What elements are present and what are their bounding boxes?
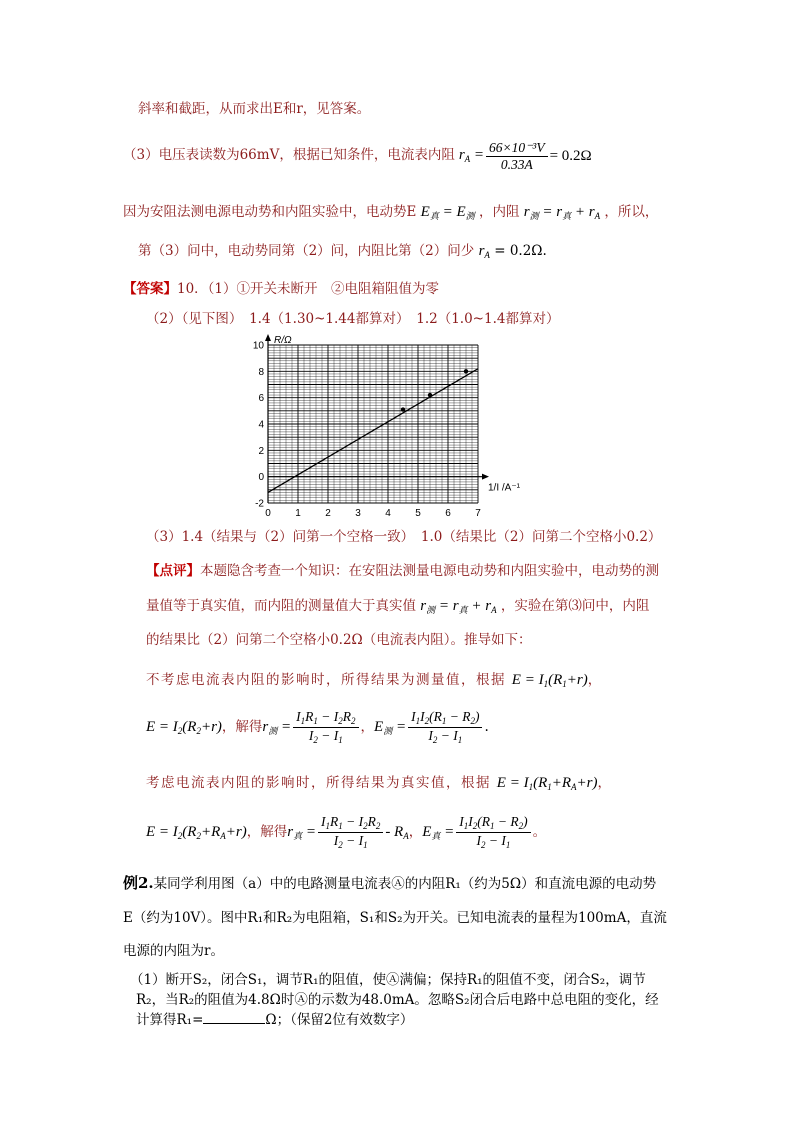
comment-line-3: 的结果比（2）问第二个空格小0.2Ω（电流表内阻）。推导如下：	[146, 632, 532, 648]
example-line-6	[136, 1014, 413, 1028]
line-2-result: = 0.2Ω	[549, 147, 592, 164]
comment-line-2: 量值等于真实值，而内阻的测量值大于真实值 $r_测 = r_真 + r_A$ ，实验在第⑶问中，内阻	[146, 598, 650, 615]
x-tick-label: 7	[475, 508, 481, 519]
data-point	[428, 393, 432, 397]
data-point	[401, 407, 405, 411]
line-2-text: （3）电压表读数为66mV，根据已知条件，电流表内阻	[123, 147, 455, 164]
example-line-3: 电源的内阻为r。	[123, 943, 224, 959]
answer-blank[interactable]	[203, 1022, 265, 1024]
answer-line-2: （2）（见下图） 1.4（1.30~1.44都算对） 1.2（1.0~1.4都算对）	[146, 311, 560, 327]
y-tick-label: -2	[255, 498, 264, 510]
data-point	[464, 369, 468, 373]
example-label: 例2.	[123, 874, 154, 892]
x-tick-label: 5	[415, 508, 421, 519]
x-axis-arrow	[482, 474, 489, 480]
y-tick-label: 2	[258, 445, 264, 457]
comment-2-post: ，实验在第⑶问中，内阻	[500, 598, 650, 614]
fraction-denominator: 0.33A	[500, 156, 533, 172]
derivation-2-mid: ，解得	[221, 718, 263, 735]
answer-tag: 【答案】	[123, 281, 177, 297]
comment-1: 本题隐含考查一个知识：在安阻法测量电源电动势和内阻实验中，电动势的测	[200, 563, 659, 579]
answer-line-1	[123, 283, 439, 297]
line-3-pre: 因为安阻法测电源电动势和内阻实验中，电动势E	[123, 204, 417, 220]
example-line-1	[123, 876, 656, 892]
x-tick-label: 1	[295, 508, 301, 519]
line-1: 斜率和截距，从而求出E和r，见答案。	[138, 101, 371, 117]
line-3-post: ，所以，	[604, 204, 659, 220]
y-axis-arrow	[265, 334, 271, 341]
y-tick-label: 0	[258, 472, 264, 484]
derivation-line-4: $E = I_2(R_2+R_A+r)$ ，解得 $r_真$ = $\frac{I_1R_1 - I_2R_2}{I_2 - I_1}$ - $R_A$ ， $E_真$ = $\frac{I_1I_2(R_1 - R_2)}{I_2 - I_1}$ 。	[146, 814, 547, 850]
example-line-5: R₂，当R₂的阻值为4.8Ω时Ⓐ的示数为48.0mA。忽略S₂闭合后电路中总电阻的变化，经	[136, 992, 659, 1008]
y-tick-label: 4	[258, 419, 264, 431]
comment-line-1	[146, 565, 659, 579]
answer-1: 10．（1）①开关未断开 ②电阻箱阻值为零	[177, 281, 440, 297]
r-vs-inverse-i-chart	[252, 333, 520, 523]
x-tick-label: 6	[445, 508, 451, 519]
resistance-fraction	[486, 141, 548, 171]
x-tick-label: 0	[265, 508, 271, 519]
x-tick-label: 3	[355, 508, 361, 519]
derivation-3-text: 考虑电流表内阻的影响时，所得结果为真实值，根据	[146, 775, 491, 791]
example-1-text: 某同学利用图（a）中的电路测量电流表Ⓐ的内阻R₁（约为5Ω）和直流电源的电动势	[153, 876, 657, 892]
x-tick-label: 2	[325, 508, 331, 519]
line-4-text: 第（3）问中，电动势同第（2）问，内阻比第（2）问少	[138, 243, 475, 259]
y-tick-label: 10	[252, 340, 264, 352]
derivation-line-3: 考虑电流表内阻的影响时，所得结果为真实值，根据 $E = I_1(R_1+R_A+r)$，	[146, 775, 613, 792]
comment-2-pre: 量值等于真实值，而内阻的测量值大于真实值	[146, 598, 416, 614]
derivation-4-mid: ，解得	[246, 823, 288, 840]
fraction-numerator: 66×10⁻³V	[486, 141, 548, 157]
derivation-line-1: 不考虑电流表内阻的影响时，所得结果为测量值，根据 $E = I_1(R_1+r)$，	[146, 672, 603, 689]
line-2: （3）电压表读数为66mV，根据已知条件，电流表内阻 $r_A$ = $\frac{\text{66×10⁻³V}}{0.33A}$ = 0.2Ω	[123, 140, 592, 172]
example-6-pre: 计算得R₁=	[136, 1012, 204, 1028]
derivation-1-text: 不考虑电流表内阻的影响时，所得结果为测量值，根据	[146, 672, 506, 688]
derivation-line-2: $E = I_2(R_2+r)$ ，解得 $r_测$ = $\frac{I_1R_1 - I_2R_2}{I_2 - I_1}$ ， $E_测$ = $\frac{I_1I_2(R_1 - R_2)}{I_2 - I_1}$ .	[146, 709, 489, 745]
answer-line-3: （3）1.4（结果与（2）问第一个空格一致） 1.0（结果比（2）问第二个空格小0.2）	[146, 529, 662, 545]
line-4: 第（3）问中，电动势同第（2）问，内阻比第（2）问少 $r_A = 0.2\Omega$.	[138, 243, 547, 260]
line-4-eq: = 0.2Ω.	[494, 243, 547, 259]
comment-tag: 【点评】	[146, 563, 200, 579]
line-3-mid: ，内阻	[478, 204, 520, 220]
x-axis-label: 1/I /A⁻¹	[488, 482, 520, 494]
line-3: 因为安阻法测电源电动势和内阻实验中，电动势E $E_真 = E_测$ ，内阻 $r_测 = r_真 + r_A$ ，所以，	[123, 204, 659, 221]
x-tick-label: 4	[385, 508, 391, 519]
y-axis-label: R/Ω	[274, 335, 292, 346]
example-6-post: Ω；（保留2位有效数字）	[265, 1012, 414, 1028]
example-line-4: （1）断开S₂，闭合S₁，调节R₁的阻值，使Ⓐ满偏；保持R₁的阻值不变，闭合S₂，调节	[130, 972, 646, 988]
y-tick-label: 8	[258, 366, 264, 378]
y-tick-label: 6	[258, 393, 264, 405]
example-line-2: E（约为10V）。图中R₁和R₂为电阻箱，S₁和S₂为开关。已知电流表的量程为100mA，直流	[123, 910, 667, 926]
